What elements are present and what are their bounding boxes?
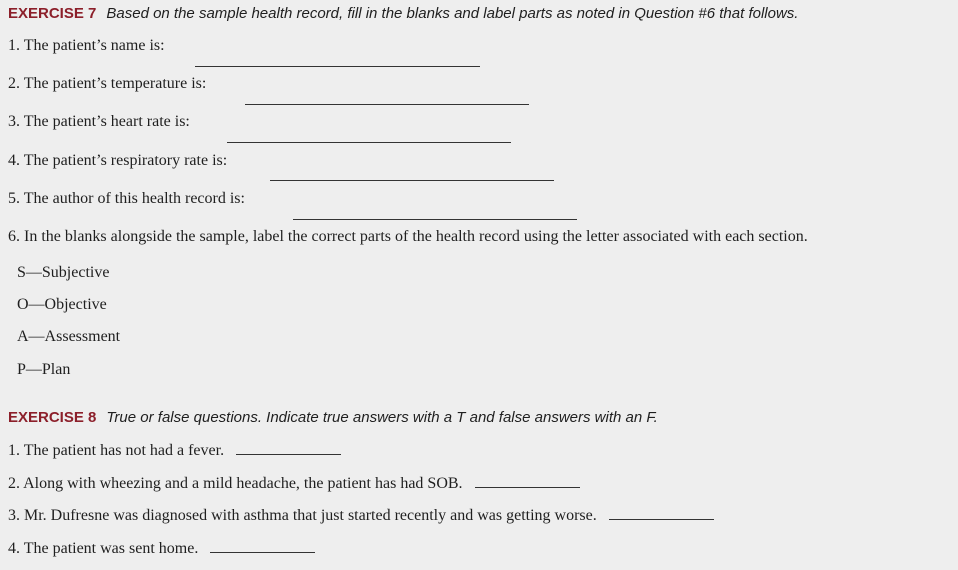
ex8-question-1-text: 1. The patient has not had a fever.: [8, 442, 225, 459]
exercise-8-instruction: True or false questions. Indicate true answers with a T and false answers with an F.: [106, 409, 658, 426]
ex8-question-3: [8, 507, 714, 525]
exercise-7-instruction: Based on the sample health record, fill in the blanks and label parts as noted in Question #6 that follows.: [106, 5, 799, 22]
ex7-answer-blank-4[interactable]: [270, 180, 554, 181]
soap-plan: P—Plan: [17, 361, 71, 378]
ex7-question-4: 4. The patient’s respiratory rate is:: [8, 152, 228, 169]
ex7-question-3: 3. The patient’s heart rate is:: [8, 113, 190, 130]
ex7-answer-blank-2[interactable]: [245, 104, 529, 105]
ex7-question-2: 2. The patient’s temperature is:: [8, 75, 207, 92]
ex7-answer-blank-5[interactable]: [293, 219, 577, 220]
ex7-answer-blank-3[interactable]: [227, 142, 511, 143]
ex8-question-4: [8, 540, 315, 558]
ex8-question-3-text: 3. Mr. Dufresne was diagnosed with asthma that just started recently and was getting worse.: [8, 507, 597, 524]
soap-objective: O—Objective: [17, 296, 107, 313]
exercise-8-header: [8, 409, 658, 426]
ex7-question-1: 1. The patient’s name is:: [8, 37, 165, 54]
ex8-question-2: [8, 475, 580, 493]
exercise-7-header: [8, 5, 798, 22]
soap-subjective: S—Subjective: [17, 264, 110, 281]
exercise-7-label: EXERCISE 7: [8, 5, 97, 22]
ex8-question-4-text: 4. The patient was sent home.: [8, 540, 199, 557]
ex8-answer-blank-4[interactable]: [210, 552, 315, 553]
ex7-question-5: 5. The author of this health record is:: [8, 190, 245, 207]
ex8-answer-blank-1[interactable]: [236, 454, 341, 455]
ex7-answer-blank-1[interactable]: [195, 66, 480, 67]
soap-assessment: A—Assessment: [17, 328, 121, 345]
exercise-8-label: EXERCISE 8: [8, 409, 97, 426]
ex8-question-2-text: 2. Along with wheezing and a mild headache, the patient has had SOB.: [8, 475, 463, 492]
ex8-question-1: [8, 442, 341, 460]
ex7-question-6: 6. In the blanks alongside the sample, label the correct parts of the health record using the letter associated with each section.: [8, 228, 808, 245]
ex8-answer-blank-2[interactable]: [475, 487, 580, 488]
ex8-answer-blank-3[interactable]: [609, 519, 714, 520]
